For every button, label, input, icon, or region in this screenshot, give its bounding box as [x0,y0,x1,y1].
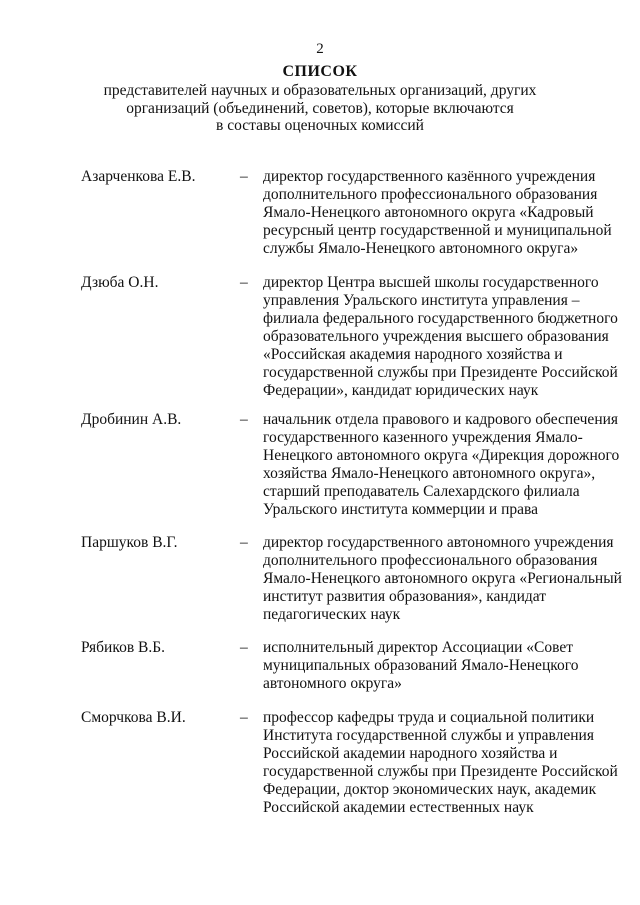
description-line: ресурсный центр государственной и муниципальной [263,222,612,239]
description-line: Федерации, доктор экономических наук, академик [263,781,597,798]
subtitle-line: представителей научных и образовательных организаций, других [103,82,537,99]
description-line: муниципальных образований Ямало-Ненецкого [263,657,579,674]
member-name: Рябиков В.Б. [81,639,166,656]
description-line: директор государственного казённого учреждения [263,168,596,185]
description-line: директор Центра высшей школы государственного [263,274,599,291]
description-line: Ненецкого автономного округа «Дирекция дорожного [263,447,620,464]
description-line: филиала федерального государственного бюджетного [263,310,618,327]
document-title: СПИСОК [282,63,358,80]
description-line: Института государственной службы и управления [263,727,594,744]
description-line: исполнительный директор Ассоциации «Совет [263,639,574,656]
description-line: службы Ямало-Ненецкого автономного округа» [263,240,579,257]
member-description [263,534,622,624]
description-line: Ямало-Ненецкого автономного округа «Региональный [263,570,622,587]
description-line: Российской академии естественных наук [263,799,534,816]
member-description [263,639,613,693]
description-line: старший преподаватель Салехардского филиала [263,483,580,500]
description-line: Уральского института коммерции и права [263,501,539,518]
description-line: Федерации», кандидат юридических наук [263,382,539,399]
entry-dash: – [240,639,248,656]
member-description [263,168,613,258]
entry-dash: – [240,534,248,551]
description-line: профессор кафедры труда и социальной политики [263,709,595,726]
description-line: государственного казенного учреждения Ямало- [263,429,583,446]
page-number: 2 [316,41,324,57]
member-name: Дзюба О.Н. [81,274,159,291]
subtitle-line: в составы оценочных комиссий [216,117,424,134]
member-description [263,709,618,817]
description-line: институт развития образования», кандидат [263,588,546,605]
entry-dash: – [240,274,248,291]
description-line: «Российская академия народного хозяйства и [263,346,563,363]
description-line: педагогических наук [263,606,401,623]
description-line: дополнительного профессионального образования [263,552,598,569]
description-line: государственной службы при Президенте Российской [263,364,618,381]
description-line: автономного округа» [263,675,402,692]
description-line: директор государственного автономного учреждения [263,534,614,551]
description-line: Ямало-Ненецкого автономного округа «Кадровый [263,204,594,221]
description-line: государственной службы при Президенте Российской [263,763,618,780]
member-description [263,411,620,519]
description-line: управления Уральского института управления – [263,292,580,309]
description-line: Российской академии народного хозяйства и [263,745,558,762]
member-name: Сморчкова В.И. [81,709,186,726]
entry-dash: – [240,709,248,726]
description-line: дополнительного профессионального образования [263,186,598,203]
document-subtitle [100,82,540,135]
entry-dash: – [240,411,248,428]
member-name: Дробинин А.В. [81,411,182,428]
member-description [263,274,618,400]
entry-dash: – [240,168,248,185]
subtitle-line: организаций (объединений, советов), которые включаются [126,99,514,117]
member-name: Азарченкова Е.В. [81,168,196,185]
member-name: Паршуков В.Г. [81,534,178,551]
description-line: хозяйства Ямало-Ненецкого автономного округа», [263,465,596,482]
description-line: начальник отдела правового и кадрового обеспечения [263,411,619,428]
description-line: образовательного учреждения высшего образования [263,328,609,345]
